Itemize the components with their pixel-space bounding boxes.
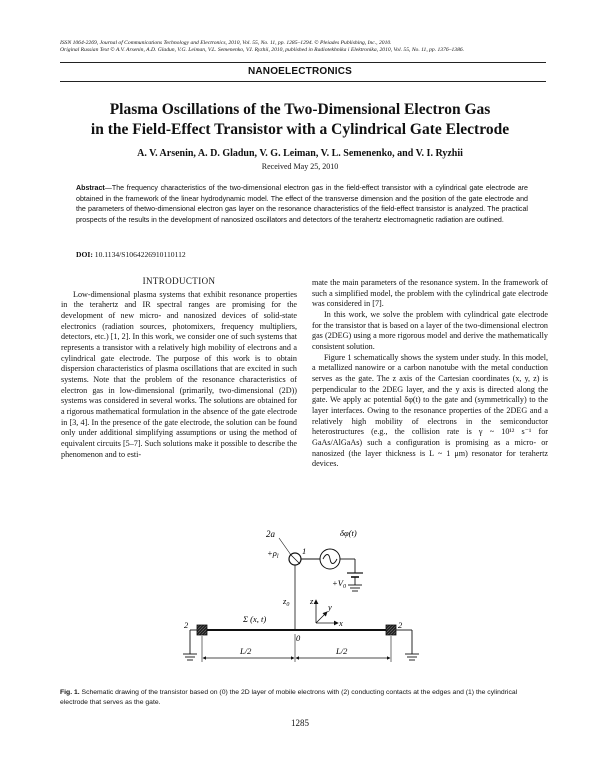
left-column (61, 276, 297, 460)
received-date: Received May 25, 2010 (261, 162, 339, 171)
doi-value[interactable]: 10.1134/S1064226910110112 (94, 250, 186, 259)
right-column (312, 278, 548, 470)
title-line-2: in the Field-Effect Transistor with a Cylindrical Gate Electrode (90, 121, 510, 138)
caption-text: Schematic drawing of the transistor based on (0) the 2D layer of mobile electrons with (2) conducting contacts at the edges and (1) the cylindrical electrode that serves as the gate. (60, 689, 518, 706)
paper-title (40, 100, 560, 140)
label-gate-1: 1 (302, 546, 307, 556)
author-list: A. V. Arsenin, A. D. Gladun, V. G. Leiman, V. L. Semenenko, and V. I. Ryzhii (137, 148, 463, 159)
label-origin: 0 (296, 633, 301, 643)
abstract (76, 183, 528, 225)
original-text-line: Original Russian Text © A.V. Arsenin, A.D. Gladun, V.G. Leiman, V.L. Semenenko, V.I. Ryzhii, 2010, published in Radiotekhnika i Elektronika, 2010, Vol. 55, No. 11, pp. 1376–1386. (60, 47, 465, 53)
intro-paragraph-1: Low-dimensional plasma systems that exhibit resonance properties in the terahertz and IR spectral ranges are promising for the development of new micro- and nanosized devices of solid-state electronics (radiation sources, photomixers, frequency multipliers, detectors, etc.) [1, 2]. In this work, we consider one of such systems that represents a transistor with a relatively high mobility of electrons and a cylindrical gate electrode. The purpose of this work is to obtain dispersion characteristics of plasma oscillations that are excited in such systems. Note that the problem of the resonance characteristics of electron gas in low-dimensional (primarily, two-dimensional (2D)) systems was considered in several works. The solutions are obtained for a rigorous mathematical formulation in the absence of the gate electrode in [3, 4]. In the presence of the gate electrode, the solution can be found only under additional simplifying assumptions or using the method of equivalent circuits [5–7]. Such solutions make it possible to describe the phenomenon and to esti- (61, 289, 297, 459)
right-paragraph-2: In this work, we solve the problem with cylindrical gate electrode for the transistor that is based on a layer of the two-dimensional electron gas (2DEG) using a more rigorous model and derive the mathematically consistent solution. (312, 309, 548, 351)
label-contact-right: 2 (398, 620, 403, 630)
figure-caption (60, 688, 546, 708)
abstract-text: —The frequency characteristics of the two-dimensional electron gas in the field-effect transistor with a cylindrical gate electrode are obtained in the framework of the linear hydrodynamic model. The effect of the transverse dimension and the position of the gate electrode and the parameters of thetwo-dimensional electron gas layer on the resonance characteristics of the field-effect transistor is analyzed. The practical prospects of the results in the development of nanosized oscillators and detectors of the terahertz electromagnetic radiation are outlined. (76, 184, 528, 224)
label-y-axis: y (328, 602, 332, 612)
section-rule-top (60, 62, 546, 63)
label-half-right: L/2 (336, 646, 348, 656)
journal-header-line: ISSN 1064-2269, Journal of Communications Technology and Electronics, 2010, Vol. 55, No. 11, pp. 1285–1294. © Pleiades Publishing, Inc., 2010. (60, 40, 392, 46)
left-contact-icon (197, 625, 207, 635)
abstract-label: Abstract (76, 184, 105, 192)
introduction-heading: INTRODUCTION (142, 276, 216, 286)
label-x-axis: x (339, 618, 343, 628)
label-dphi: δφ(t) (340, 528, 357, 538)
doi-label: DOI: (76, 250, 93, 259)
right-paragraph-3: Figure 1 schematically shows the system under study. In this model, a metallized nanowire or a carbon nanotube with the metal conduction serves as the gate. The z axis of the Cartesian coordinates (x, y, z) is perpendicular to the 2DEG layer, and the y axis is directed along the gate. We apply ac potential δφ(t) to the gate and (symmetrically) to the layer interfaces. Owing to the resonance properties of the 2DEG and a relatively high mobility of electrons in the semiconductor heterostructures (e.g., the collision rate is γ ~ 10¹² s⁻¹ for GaAs/AlGaAs) such a configuration is promising as a micro- or nanosized (the layer thickness is L ~ 1 μm) resonator for terahertz devices. (312, 352, 548, 469)
doi-line (76, 250, 186, 259)
label-sigma: Σ (x, t) (243, 614, 267, 624)
section-heading: NANOELECTRONICS (247, 66, 353, 77)
caption-label: Fig. 1. (60, 689, 80, 696)
page-number: 1285 (291, 718, 309, 728)
section-rule-bottom (60, 81, 546, 82)
label-contact-left: 2 (184, 620, 189, 630)
label-rho: $+\rho_l$ (267, 548, 279, 560)
y-axis-arrow (316, 612, 327, 623)
label-z0: $z_0$ (283, 596, 290, 608)
label-2a: 2a (266, 529, 275, 539)
transistor-schematic-figure (150, 524, 450, 684)
gate-radius-leader (279, 538, 291, 555)
title-line-1: Plasma Oscillations of the Two-Dimensional Electron Gas (109, 101, 491, 118)
right-contact-icon (386, 625, 396, 635)
right-paragraph-1: mate the main parameters of the resonance system. In the framework of such a simplified model, the problem with the cylindrical gate electrode was considered in [7]. (312, 278, 548, 309)
label-v0: $+V_0$ (332, 578, 346, 590)
label-half-left: L/2 (240, 646, 252, 656)
label-z-axis: z (310, 596, 314, 606)
